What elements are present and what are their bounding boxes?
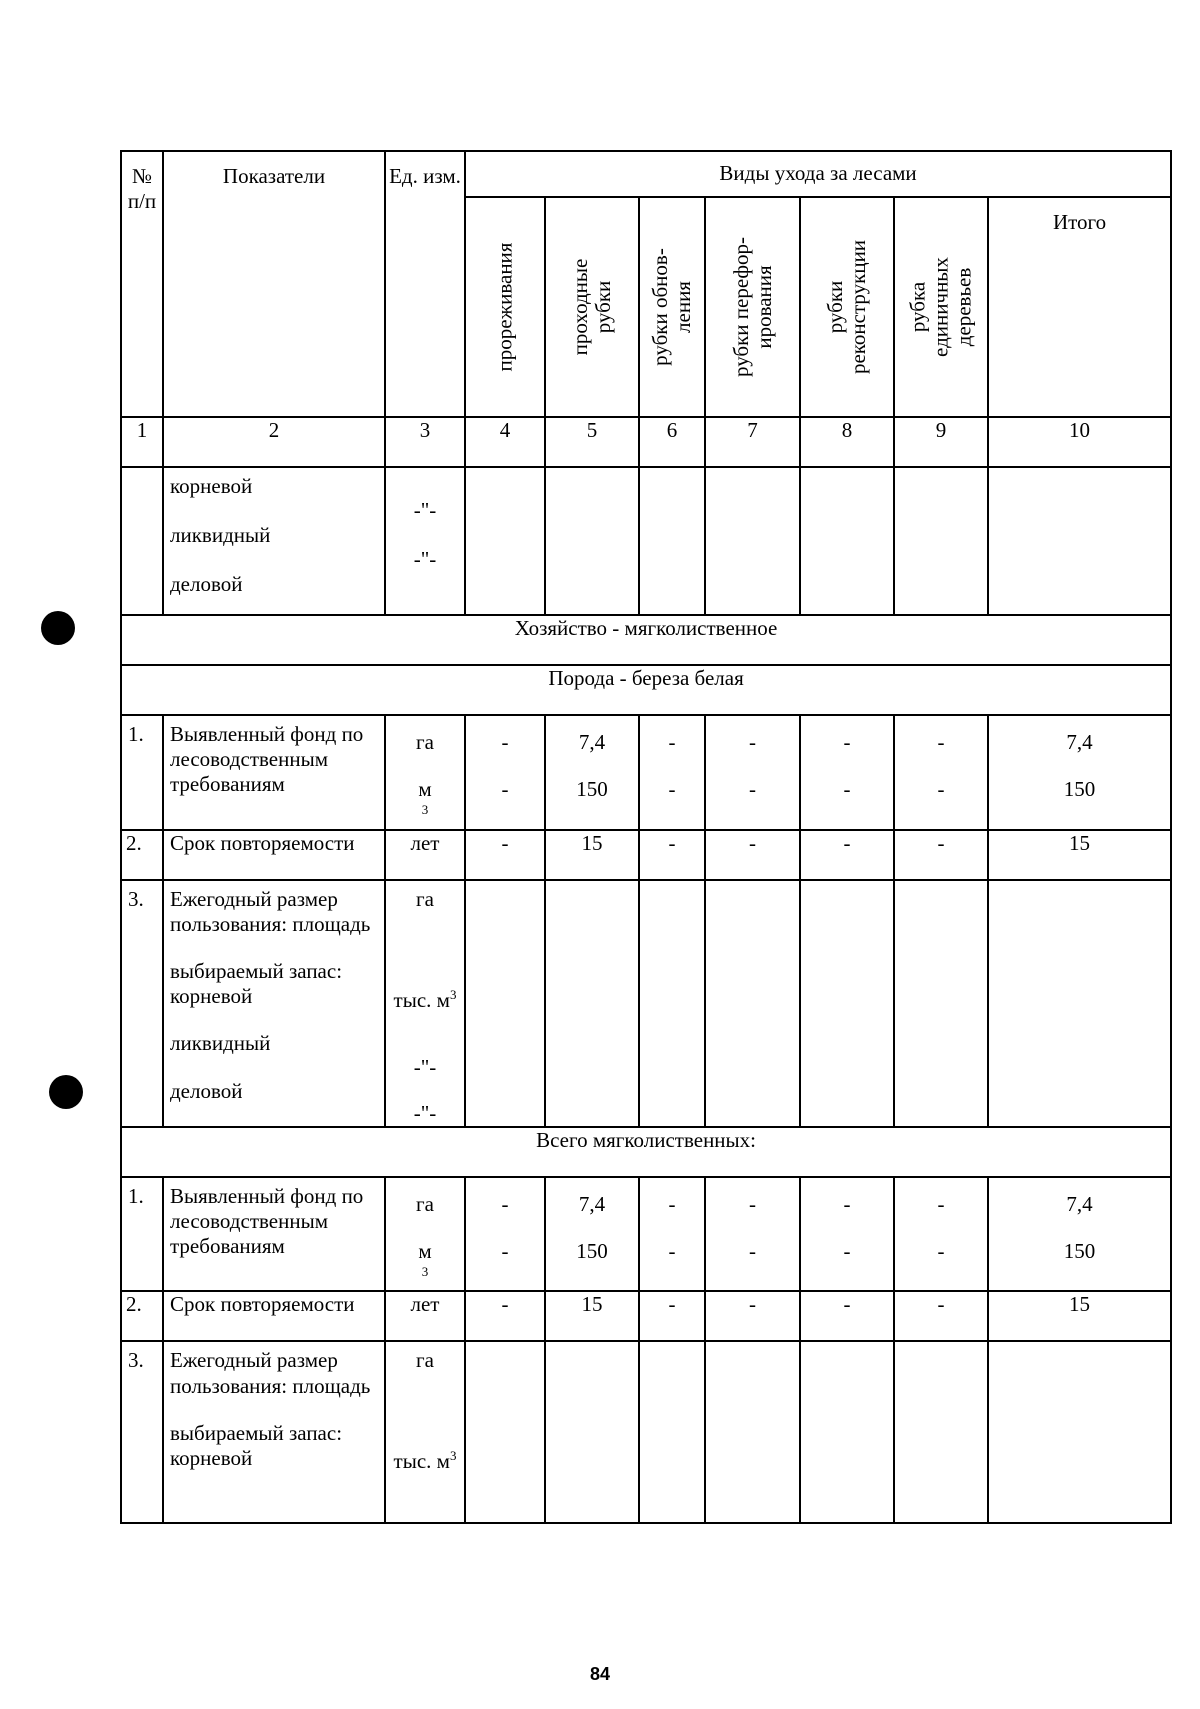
value-cell: 7,4 150	[988, 1177, 1171, 1292]
col-num-header: № п/п	[121, 151, 163, 417]
section-heading: Хозяйство - мягколиственное	[121, 615, 1171, 665]
value-cell: - -	[800, 1177, 894, 1292]
col-indicators-header: Показатели	[163, 151, 385, 417]
value-cell: -	[705, 1291, 800, 1341]
value-cell: 7,4 150	[545, 1177, 639, 1292]
empty-cell	[545, 1341, 639, 1523]
col-number: 1	[121, 417, 163, 467]
empty-cell	[639, 880, 705, 1127]
row-label: Ежегодный размер пользования: площадь выбираемый запас: корневой ликвидный деловой	[163, 880, 385, 1127]
value-cell: -	[465, 830, 545, 880]
empty-cell	[988, 880, 1171, 1127]
empty-cell	[705, 880, 800, 1127]
row-number: 3.	[121, 1341, 163, 1523]
row-label: Срок повторяемости	[163, 1291, 385, 1341]
unit-cell: га м $^3$	[385, 715, 465, 830]
empty-cell	[639, 1341, 705, 1523]
type-header: рубка единичных деревьев	[894, 197, 988, 417]
empty-cell	[465, 880, 545, 1127]
row-number: 2.	[121, 830, 163, 880]
value-cell: - -	[894, 715, 988, 830]
empty-cell	[894, 467, 988, 615]
row-label: Срок повторяемости	[163, 830, 385, 880]
value-cell: -	[894, 830, 988, 880]
value-cell: - -	[465, 715, 545, 830]
value-cell: 15	[545, 830, 639, 880]
total-header: Итого	[988, 197, 1171, 417]
empty-cell	[465, 467, 545, 615]
num-cell	[121, 467, 163, 615]
value-cell: 15	[988, 1291, 1171, 1341]
col-number: 5	[545, 417, 639, 467]
value-cell: -	[465, 1291, 545, 1341]
empty-cell	[988, 467, 1171, 615]
empty-cell	[545, 880, 639, 1127]
type-header: рубки обнов-ления	[639, 197, 705, 417]
type-header: проходные рубки	[545, 197, 639, 417]
col-number: 7	[705, 417, 800, 467]
value-cell: - -	[705, 715, 800, 830]
page-number: 84	[589, 1664, 611, 1684]
type-header: рубки перефор-ирования	[705, 197, 800, 417]
col-number: 2	[163, 417, 385, 467]
empty-cell	[894, 1341, 988, 1523]
value-cell: - -	[894, 1177, 988, 1292]
col-number: 8	[800, 417, 894, 467]
punch-hole	[49, 1075, 83, 1109]
row-label: Выявленный фонд по лесоводственным требованиям	[163, 1177, 385, 1292]
value-cell: -	[639, 830, 705, 880]
value-cell: 7,4 150	[545, 715, 639, 830]
empty-cell	[800, 467, 894, 615]
group-header: Виды ухода за лесами	[465, 151, 1171, 197]
punch-hole	[41, 611, 75, 645]
section-heading: Порода - береза белая	[121, 665, 1171, 715]
empty-cell	[705, 1341, 800, 1523]
col-number: 3	[385, 417, 465, 467]
empty-cell	[705, 467, 800, 615]
col-number: 4	[465, 417, 545, 467]
col-number: 6	[639, 417, 705, 467]
row-number: 2.	[121, 1291, 163, 1341]
unit-cell: га м $^3$	[385, 1177, 465, 1292]
value-cell: - -	[465, 1177, 545, 1292]
value-cell: -	[800, 1291, 894, 1341]
unit-cell: га тыс. $м^3$	[385, 1341, 465, 1523]
value-cell: - -	[639, 1177, 705, 1292]
value-cell: 15	[545, 1291, 639, 1341]
value-cell: -	[894, 1291, 988, 1341]
value-cell: -	[800, 830, 894, 880]
value-cell: -	[705, 830, 800, 880]
value-cell: - -	[705, 1177, 800, 1292]
row-label: Ежегодный размер пользования: площадь выбираемый запас: корневой	[163, 1341, 385, 1523]
value-cell: - -	[639, 715, 705, 830]
unit-cell: лет	[385, 830, 465, 880]
empty-cell	[800, 1341, 894, 1523]
unit-cell: -"- -"-	[385, 467, 465, 615]
empty-cell	[545, 467, 639, 615]
value-cell: 7,4 150	[988, 715, 1171, 830]
row-label: Выявленный фонд по лесоводственным требованиям	[163, 715, 385, 830]
type-header: прореживания	[465, 197, 545, 417]
value-cell: - -	[800, 715, 894, 830]
empty-cell	[639, 467, 705, 615]
col-number: 10	[988, 417, 1171, 467]
section-heading: Всего мягколиственных:	[121, 1127, 1171, 1177]
row-number: 1.	[121, 1177, 163, 1292]
type-header: рубки реконструкции	[800, 197, 894, 417]
value-cell: 15	[988, 830, 1171, 880]
empty-cell	[465, 1341, 545, 1523]
value-cell: -	[639, 1291, 705, 1341]
empty-cell	[894, 880, 988, 1127]
col-number: 9	[894, 417, 988, 467]
empty-cell	[800, 880, 894, 1127]
empty-cell	[988, 1341, 1171, 1523]
row-number: 3.	[121, 880, 163, 1127]
row-number: 1.	[121, 715, 163, 830]
unit-cell: га тыс. $м^3$ -"- -"-	[385, 880, 465, 1127]
label-cell: корневой ликвидный деловой	[163, 467, 385, 615]
unit-cell: лет	[385, 1291, 465, 1341]
forest-care-table	[120, 150, 1172, 1524]
col-unit-header: Ед. изм.	[385, 151, 465, 417]
